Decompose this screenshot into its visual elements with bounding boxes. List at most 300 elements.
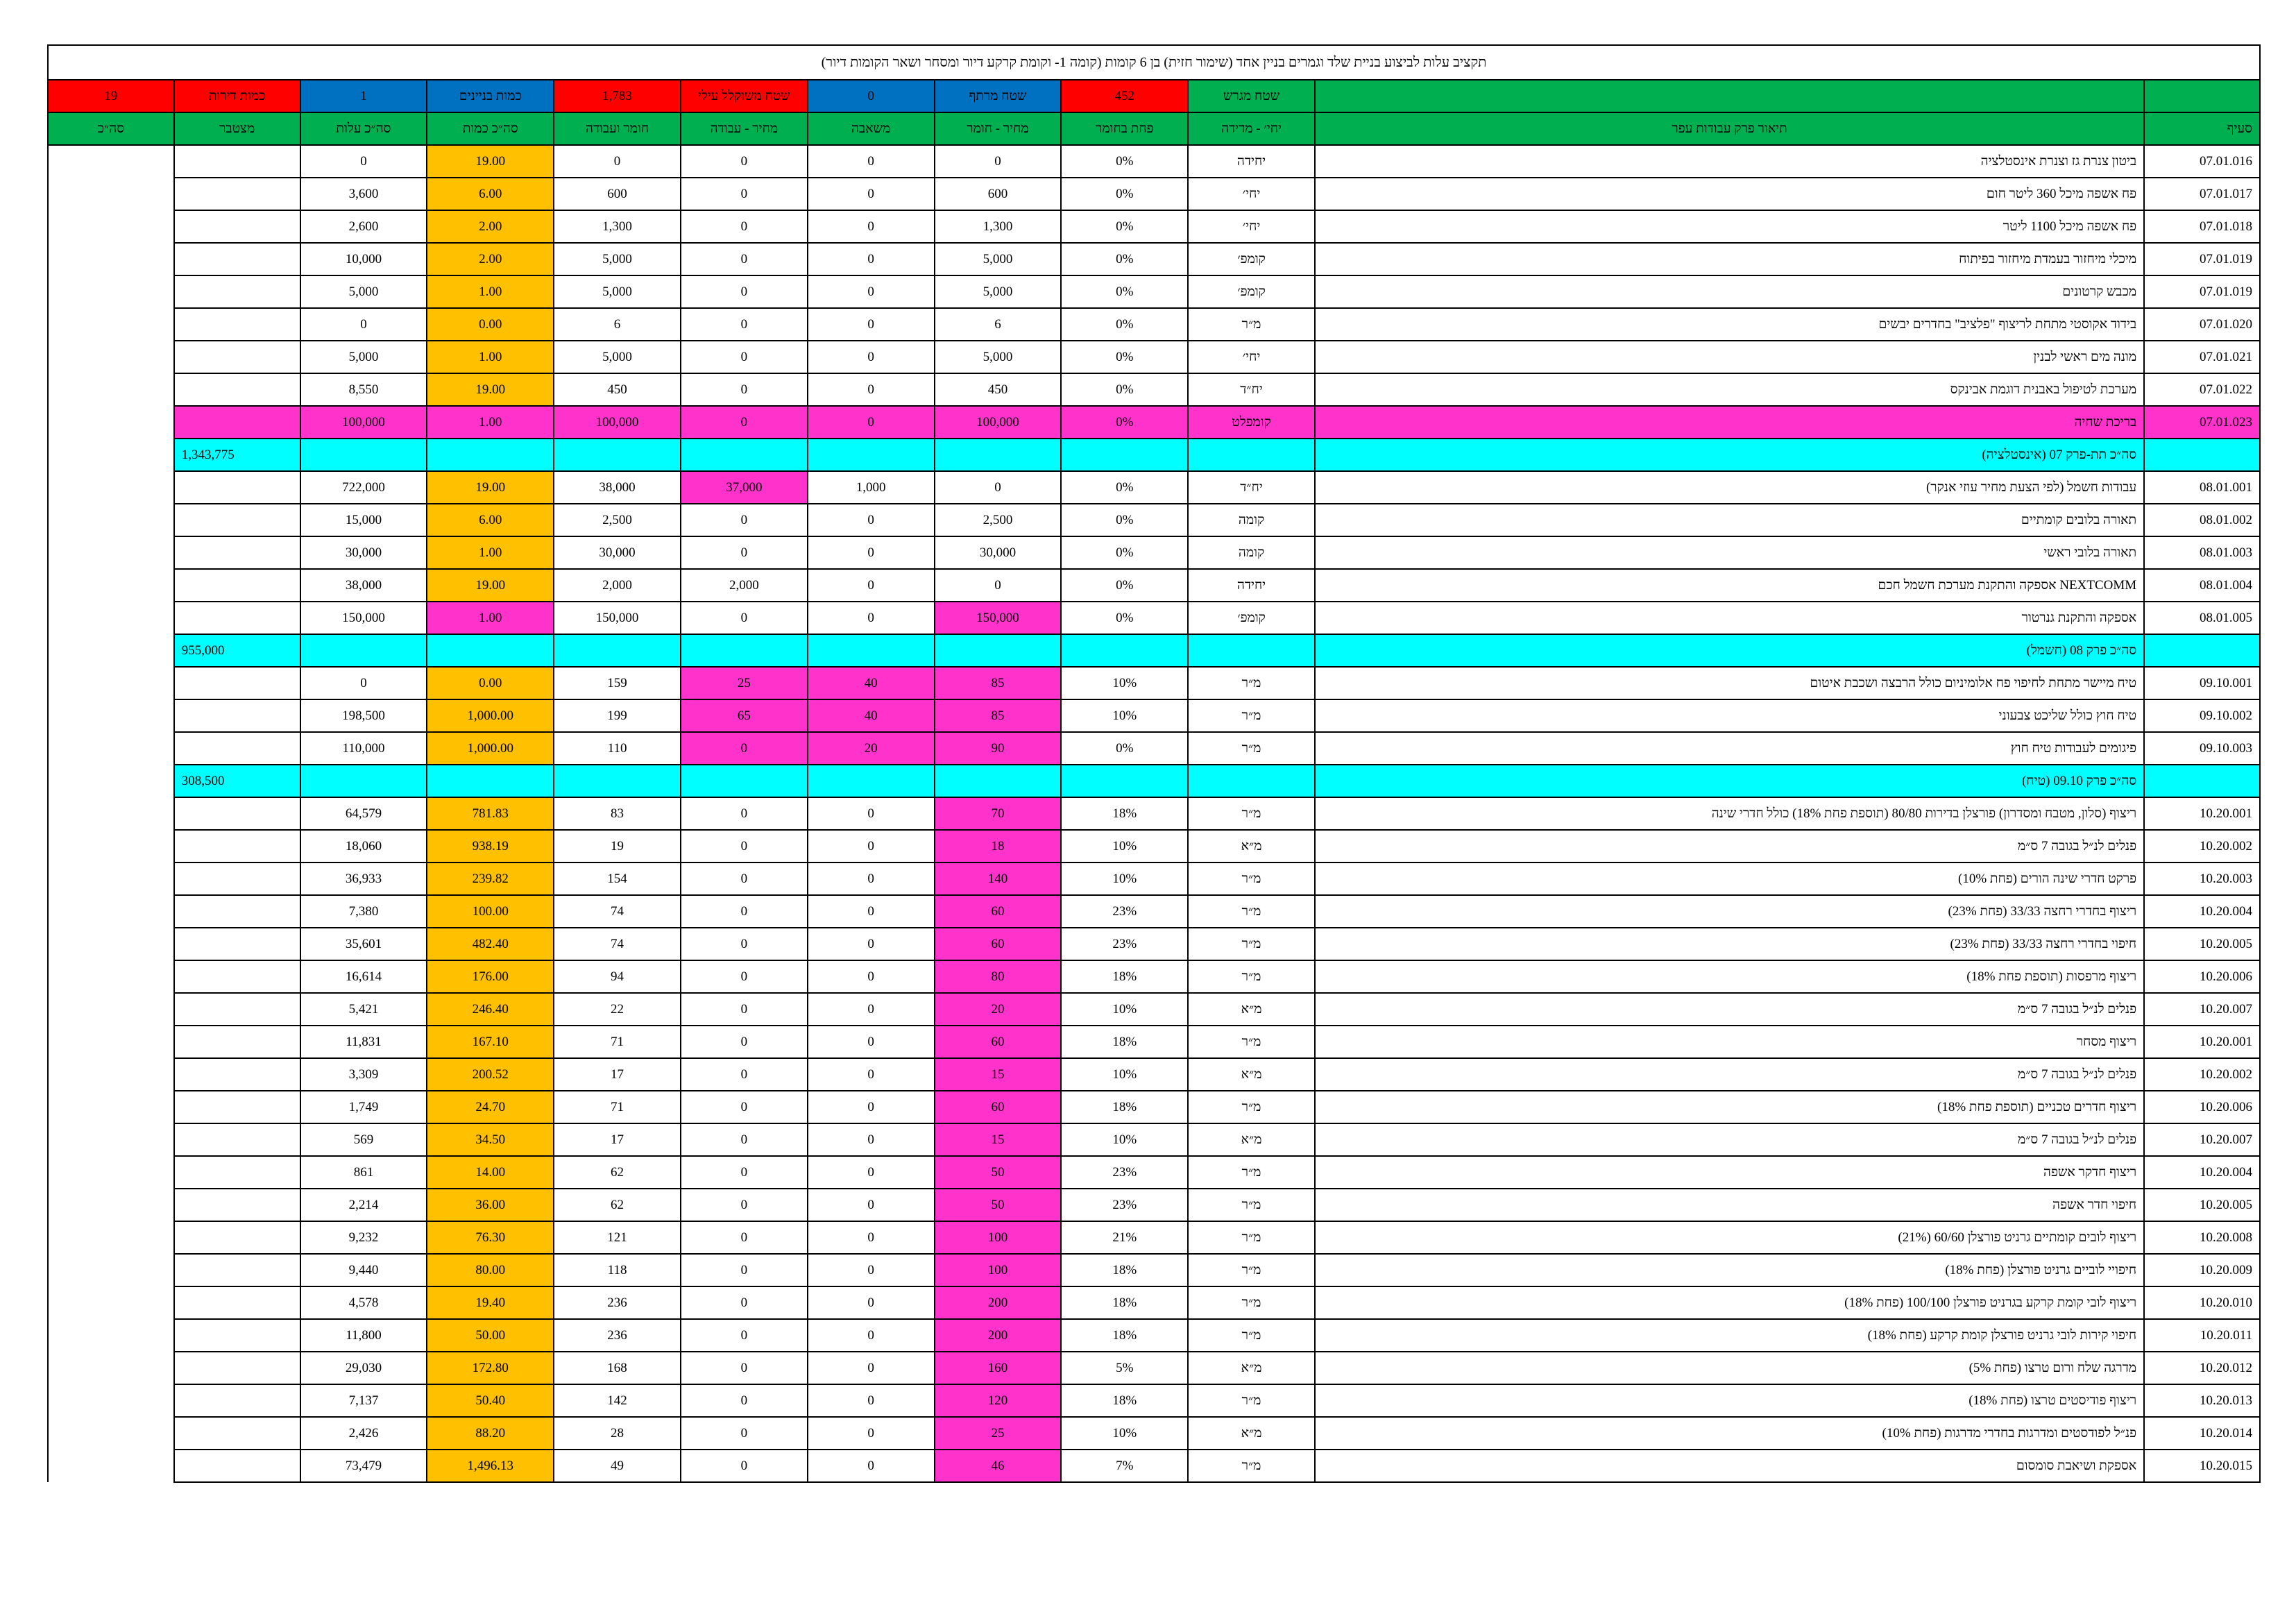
- table-row: [48, 275, 2260, 308]
- total-cell: [48, 536, 174, 569]
- labor-material-cell: 1,300: [554, 210, 681, 243]
- waste-cell: 23%: [1061, 1156, 1188, 1189]
- material-price-cell: 70: [935, 797, 1062, 830]
- total-cost-cell: 3,600: [300, 178, 427, 210]
- subtotal-value: 1,343,775: [174, 439, 300, 471]
- total-cost-cell: 9,232: [300, 1221, 427, 1254]
- gross-area-label: שטח מרתף: [935, 80, 1062, 112]
- accumulated-cell: [174, 602, 300, 634]
- code-cell: 10.20.002: [2144, 1058, 2260, 1091]
- total-cell: [48, 569, 174, 602]
- waste-cell: 0%: [1061, 504, 1188, 536]
- unit-cell: מ״ר: [1188, 667, 1315, 699]
- subtotal-blank: [300, 765, 427, 797]
- labor-material-cell: 0: [554, 145, 681, 178]
- material-price-cell: 85: [935, 699, 1062, 732]
- labor-price-cell: 0: [681, 732, 808, 765]
- waste-cell: 10%: [1061, 993, 1188, 1026]
- plot-area-value: 452: [1061, 80, 1188, 112]
- pump-cell: 0: [808, 895, 935, 928]
- waste-cell: 18%: [1061, 1091, 1188, 1123]
- code-cell: 10.20.009: [2144, 1254, 2260, 1286]
- labor-material-cell: 142: [554, 1384, 681, 1417]
- total-cell: [48, 1189, 174, 1221]
- total-cell: [48, 439, 174, 471]
- description-cell: עבודות חשמל (לפי הצעת מחיר עוזי אנקר): [1315, 471, 2144, 504]
- pump-cell: 0: [808, 993, 935, 1026]
- unit-cell: מ״ר: [1188, 1254, 1315, 1286]
- accumulated-cell: [174, 569, 300, 602]
- subtotal-blank: [935, 765, 1062, 797]
- code-cell: 10.20.007: [2144, 1123, 2260, 1156]
- unit-cell: יחידה: [1188, 569, 1315, 602]
- labor-material-cell: 154: [554, 863, 681, 895]
- accumulated-cell: [174, 471, 300, 504]
- total-cell: [48, 765, 174, 797]
- pump-cell: 0: [808, 797, 935, 830]
- material-price-cell: 90: [935, 732, 1062, 765]
- total-cost-cell: 5,000: [300, 275, 427, 308]
- pump-cell: 0: [808, 504, 935, 536]
- accumulated-cell: [174, 406, 300, 439]
- total-cost-cell: 0: [300, 667, 427, 699]
- table-row: [48, 960, 2260, 993]
- code-cell: 10.20.014: [2144, 1417, 2260, 1450]
- code-cell: 10.20.006: [2144, 1091, 2260, 1123]
- total-cell: [48, 602, 174, 634]
- labor-price-cell: 0: [681, 1058, 808, 1091]
- material-price-cell: 140: [935, 863, 1062, 895]
- quantity-cell: 482.40: [427, 928, 554, 960]
- total-cell: [48, 373, 174, 406]
- labor-price-cell: 0: [681, 1352, 808, 1384]
- accumulated-cell: [174, 504, 300, 536]
- labor-price-cell: 0: [681, 895, 808, 928]
- header-accumulated: מצטבר: [174, 112, 300, 145]
- accumulated-cell: [174, 1384, 300, 1417]
- table-row: [48, 1352, 2260, 1384]
- labor-price-cell: 0: [681, 536, 808, 569]
- description-cell: אספקה והתקנת מערכת חשמל חכם NEXTCOMM: [1315, 569, 2144, 602]
- labor-price-cell: 0: [681, 1417, 808, 1450]
- unit-cell: מ״ר: [1188, 308, 1315, 341]
- material-price-cell: 600: [935, 178, 1062, 210]
- waste-cell: 0%: [1061, 178, 1188, 210]
- total-cost-cell: 36,933: [300, 863, 427, 895]
- accumulated-cell: [174, 993, 300, 1026]
- total-cell: [48, 308, 174, 341]
- header-material-price: מחיר - חומר: [935, 112, 1062, 145]
- labor-price-cell: 0: [681, 863, 808, 895]
- labor-material-cell: 94: [554, 960, 681, 993]
- description-cell: ריצוף חדקר אשפה: [1315, 1156, 2144, 1189]
- code-cell: 07.01.019: [2144, 243, 2260, 275]
- table-row: [48, 536, 2260, 569]
- labor-material-cell: 110: [554, 732, 681, 765]
- table-row: [48, 797, 2260, 830]
- waste-cell: 0%: [1061, 243, 1188, 275]
- total-cell: [48, 275, 174, 308]
- labor-price-cell: 0: [681, 960, 808, 993]
- description-cell: פנלים לנ״ל בגובה 7 ס״מ: [1315, 1123, 2144, 1156]
- summary-blank-code: [2144, 80, 2260, 112]
- header-total-quantity: סה״כ כמות: [427, 112, 554, 145]
- code-cell: 08.01.004: [2144, 569, 2260, 602]
- labor-material-cell: 600: [554, 178, 681, 210]
- table-row: [48, 1254, 2260, 1286]
- description-cell: חיפוי קירות לובי גרניט פורצלן קומת קרקע (פחת 18%): [1315, 1319, 2144, 1352]
- total-cost-cell: 110,000: [300, 732, 427, 765]
- total-cost-cell: 0: [300, 308, 427, 341]
- subtotal-code: [2144, 439, 2260, 471]
- summary-blank: [1315, 80, 2144, 112]
- material-price-cell: 160: [935, 1352, 1062, 1384]
- material-price-cell: 50: [935, 1189, 1062, 1221]
- description-cell: אספקה והתקנת גנרטור: [1315, 602, 2144, 634]
- subtotal-blank: [1188, 634, 1315, 667]
- total-cost-cell: 18,060: [300, 830, 427, 863]
- material-price-cell: 100: [935, 1221, 1062, 1254]
- subtotal-label: סה״כ תת-פרק 07 (אינסטלציה): [1315, 439, 2144, 471]
- quantity-cell: 1.00: [427, 536, 554, 569]
- material-price-cell: 200: [935, 1319, 1062, 1352]
- accumulated-cell: [174, 960, 300, 993]
- table-row: [48, 1221, 2260, 1254]
- code-cell: 09.10.002: [2144, 699, 2260, 732]
- table-row: [48, 602, 2260, 634]
- waste-cell: 7%: [1061, 1450, 1188, 1482]
- waste-cell: 18%: [1061, 1026, 1188, 1058]
- waste-cell: 23%: [1061, 928, 1188, 960]
- description-cell: חיפוי חדר אשפה: [1315, 1189, 2144, 1221]
- table-row: [48, 210, 2260, 243]
- subtotal-label: סה״כ פרק 08 (חשמל): [1315, 634, 2144, 667]
- code-cell: 08.01.001: [2144, 471, 2260, 504]
- subtotal-blank: [300, 634, 427, 667]
- description-cell: מיכלי מיחזור בעמדת מיחזור בפיתוח: [1315, 243, 2144, 275]
- accumulated-cell: [174, 145, 300, 178]
- quantity-cell: 14.00: [427, 1156, 554, 1189]
- total-cell: [48, 145, 174, 178]
- pump-cell: 0: [808, 1286, 935, 1319]
- material-price-cell: 2,500: [935, 504, 1062, 536]
- waste-cell: 5%: [1061, 1352, 1188, 1384]
- quantity-cell: 239.82: [427, 863, 554, 895]
- description-cell: פנלים לנ״ל בגובה 7 ס״מ: [1315, 830, 2144, 863]
- total-cost-cell: 64,579: [300, 797, 427, 830]
- code-cell: 08.01.002: [2144, 504, 2260, 536]
- table-row: [48, 732, 2260, 765]
- labor-material-cell: 450: [554, 373, 681, 406]
- accumulated-cell: [174, 243, 300, 275]
- table-row: [48, 145, 2260, 178]
- labor-material-cell: 74: [554, 895, 681, 928]
- unit-cell: יחי׳: [1188, 210, 1315, 243]
- subtotal-row: [48, 765, 2260, 797]
- quantity-cell: 1,496.13: [427, 1450, 554, 1482]
- unit-cell: קומה: [1188, 536, 1315, 569]
- labor-material-cell: 2,500: [554, 504, 681, 536]
- code-cell: 07.01.023: [2144, 406, 2260, 439]
- material-price-cell: 450: [935, 373, 1062, 406]
- table-row: [48, 1026, 2260, 1058]
- labor-price-cell: 0: [681, 504, 808, 536]
- subtotal-blank: [427, 634, 554, 667]
- code-cell: 09.10.001: [2144, 667, 2260, 699]
- subtotal-value: 955,000: [174, 634, 300, 667]
- buildings-label: כמות בניינים: [427, 80, 554, 112]
- table-row: [48, 1156, 2260, 1189]
- code-cell: 10.20.008: [2144, 1221, 2260, 1254]
- labor-material-cell: 199: [554, 699, 681, 732]
- quantity-cell: 36.00: [427, 1189, 554, 1221]
- accumulated-cell: [174, 732, 300, 765]
- pump-cell: 0: [808, 1123, 935, 1156]
- pump-cell: 0: [808, 1026, 935, 1058]
- waste-cell: 18%: [1061, 797, 1188, 830]
- header-code: סעיף: [2144, 112, 2260, 145]
- waste-cell: 0%: [1061, 602, 1188, 634]
- total-cost-cell: 9,440: [300, 1254, 427, 1286]
- description-cell: אספקת ושיאבת סומסום: [1315, 1450, 2144, 1482]
- code-cell: 10.20.002: [2144, 830, 2260, 863]
- description-cell: תאורה בלובים קומתיים: [1315, 504, 2144, 536]
- labor-material-cell: 71: [554, 1026, 681, 1058]
- total-cell: [48, 895, 174, 928]
- labor-price-cell: 0: [681, 1156, 808, 1189]
- waste-cell: 0%: [1061, 275, 1188, 308]
- total-cell: [48, 928, 174, 960]
- labor-material-cell: 17: [554, 1058, 681, 1091]
- accumulated-cell: [174, 1254, 300, 1286]
- quantity-cell: 19.00: [427, 145, 554, 178]
- material-price-cell: 85: [935, 667, 1062, 699]
- table-row: [48, 504, 2260, 536]
- material-price-cell: 150,000: [935, 602, 1062, 634]
- pump-cell: 0: [808, 1319, 935, 1352]
- accumulated-cell: [174, 1091, 300, 1123]
- quantity-cell: 19.00: [427, 373, 554, 406]
- labor-material-cell: 28: [554, 1417, 681, 1450]
- table-row: [48, 308, 2260, 341]
- total-cell: [48, 471, 174, 504]
- labor-material-cell: 100,000: [554, 406, 681, 439]
- description-cell: פח אשפה מיכל 360 ליטר חום: [1315, 178, 2144, 210]
- total-cost-cell: 722,000: [300, 471, 427, 504]
- table-row: [48, 993, 2260, 1026]
- highlighted-row: [48, 406, 2260, 439]
- labor-price-cell: 0: [681, 308, 808, 341]
- waste-cell: 0%: [1061, 732, 1188, 765]
- waste-cell: 0%: [1061, 145, 1188, 178]
- labor-price-cell: 0: [681, 243, 808, 275]
- code-cell: 10.20.006: [2144, 960, 2260, 993]
- unit-cell: מ״ר: [1188, 1384, 1315, 1417]
- waste-cell: 10%: [1061, 699, 1188, 732]
- accumulated-cell: [174, 341, 300, 373]
- total-cell: [48, 1058, 174, 1091]
- code-cell: 10.20.012: [2144, 1352, 2260, 1384]
- labor-price-cell: 0: [681, 341, 808, 373]
- table-row: [48, 699, 2260, 732]
- material-price-cell: 15: [935, 1058, 1062, 1091]
- pump-cell: 0: [808, 308, 935, 341]
- weighted-area-label: שטח משוקלל עילי: [681, 80, 808, 112]
- table-row: [48, 1091, 2260, 1123]
- total-cost-cell: 2,214: [300, 1189, 427, 1221]
- quantity-cell: 1.00: [427, 602, 554, 634]
- labor-price-cell: 65: [681, 699, 808, 732]
- unit-cell: יחי׳: [1188, 341, 1315, 373]
- labor-price-cell: 0: [681, 830, 808, 863]
- total-cell: [48, 797, 174, 830]
- subtotal-blank: [808, 634, 935, 667]
- labor-price-cell: 0: [681, 1254, 808, 1286]
- total-cell: [48, 699, 174, 732]
- waste-cell: 18%: [1061, 960, 1188, 993]
- quantity-cell: 100.00: [427, 895, 554, 928]
- labor-material-cell: 118: [554, 1254, 681, 1286]
- description-cell: פנ״ל לפודסטים ומדרגות בחדרי מדרגות (פחת 10%): [1315, 1417, 2144, 1450]
- table-row: [48, 1384, 2260, 1417]
- material-price-cell: 50: [935, 1156, 1062, 1189]
- pump-cell: 0: [808, 373, 935, 406]
- material-price-cell: 120: [935, 1384, 1062, 1417]
- quantity-cell: 6.00: [427, 178, 554, 210]
- quantity-cell: 172.80: [427, 1352, 554, 1384]
- waste-cell: 0%: [1061, 341, 1188, 373]
- waste-cell: 10%: [1061, 1058, 1188, 1091]
- waste-cell: 0%: [1061, 406, 1188, 439]
- pump-cell: 0: [808, 602, 935, 634]
- unit-cell: יחידה: [1188, 145, 1315, 178]
- unit-cell: מ״א: [1188, 1058, 1315, 1091]
- labor-material-cell: 2,000: [554, 569, 681, 602]
- material-price-cell: 5,000: [935, 341, 1062, 373]
- total-cost-cell: 15,000: [300, 504, 427, 536]
- weighted-area-value: 1,783: [554, 80, 681, 112]
- subtotal-blank: [681, 765, 808, 797]
- description-cell: חיפויי לוביים גרניט פורצלן (פחת 18%): [1315, 1254, 2144, 1286]
- header-pump: משאבה: [808, 112, 935, 145]
- pump-cell: 0: [808, 243, 935, 275]
- quantity-cell: 2.00: [427, 243, 554, 275]
- accumulated-cell: [174, 863, 300, 895]
- plot-area-label: שטח מגרש: [1188, 80, 1315, 112]
- unit-cell: קומה: [1188, 504, 1315, 536]
- subtotal-code: [2144, 765, 2260, 797]
- waste-cell: 10%: [1061, 830, 1188, 863]
- accumulated-cell: [174, 308, 300, 341]
- material-price-cell: 60: [935, 1026, 1062, 1058]
- quantity-cell: 246.40: [427, 993, 554, 1026]
- waste-cell: 10%: [1061, 667, 1188, 699]
- labor-material-cell: 62: [554, 1189, 681, 1221]
- table-row: [48, 569, 2260, 602]
- gross-area-value: 0: [808, 80, 935, 112]
- pump-cell: 0: [808, 1417, 935, 1450]
- total-cell: [48, 634, 174, 667]
- accumulated-cell: [174, 1450, 300, 1482]
- total-cell: [48, 1254, 174, 1286]
- code-cell: 07.01.021: [2144, 341, 2260, 373]
- material-price-cell: 0: [935, 569, 1062, 602]
- unit-cell: קומפלט: [1188, 406, 1315, 439]
- unit-cell: מ״ר: [1188, 1091, 1315, 1123]
- quantity-cell: 167.10: [427, 1026, 554, 1058]
- labor-price-cell: 0: [681, 1091, 808, 1123]
- labor-material-cell: 22: [554, 993, 681, 1026]
- description-cell: מדרגה שלח ורום טרצו (פחת 5%): [1315, 1352, 2144, 1384]
- subtotal-blank: [554, 439, 681, 471]
- total-cell: [48, 1221, 174, 1254]
- waste-cell: 23%: [1061, 1189, 1188, 1221]
- quantity-cell: 24.70: [427, 1091, 554, 1123]
- quantity-cell: 176.00: [427, 960, 554, 993]
- total-cell: [48, 1352, 174, 1384]
- buildings-value: 1: [300, 80, 427, 112]
- total-cost-cell: 11,831: [300, 1026, 427, 1058]
- total-cell: [48, 504, 174, 536]
- accumulated-cell: [174, 1058, 300, 1091]
- labor-material-cell: 168: [554, 1352, 681, 1384]
- material-price-cell: 5,000: [935, 243, 1062, 275]
- pump-cell: 0: [808, 275, 935, 308]
- pump-cell: 0: [808, 1091, 935, 1123]
- header-total: סה״כ: [48, 112, 174, 145]
- header-labor-price: מחיר - עבודה: [681, 112, 808, 145]
- subtotal-blank: [1188, 439, 1315, 471]
- header-description: תיאור פרק עבודות עפר: [1315, 112, 2144, 145]
- code-cell: 10.20.001: [2144, 1026, 2260, 1058]
- quantity-cell: 50.40: [427, 1384, 554, 1417]
- table-row: [48, 1450, 2260, 1482]
- total-cell: [48, 1091, 174, 1123]
- pump-cell: 0: [808, 1058, 935, 1091]
- labor-price-cell: 0: [681, 928, 808, 960]
- subtotal-row: [48, 439, 2260, 471]
- quantity-cell: 200.52: [427, 1058, 554, 1091]
- labor-price-cell: 0: [681, 993, 808, 1026]
- waste-cell: 18%: [1061, 1384, 1188, 1417]
- unit-cell: מ״ר: [1188, 1221, 1315, 1254]
- accumulated-cell: [174, 275, 300, 308]
- subtotal-blank: [1061, 765, 1188, 797]
- quantity-cell: 19.00: [427, 471, 554, 504]
- total-cost-cell: 2,600: [300, 210, 427, 243]
- total-cost-cell: 73,479: [300, 1450, 427, 1482]
- pump-cell: 0: [808, 830, 935, 863]
- labor-price-cell: 0: [681, 1026, 808, 1058]
- total-cell: [48, 993, 174, 1026]
- unit-cell: מ״א: [1188, 993, 1315, 1026]
- description-cell: ריצוף לובי קומת קרקע בגרניט פורצלן 100/100 (פחת 18%): [1315, 1286, 2144, 1319]
- labor-price-cell: 0: [681, 1189, 808, 1221]
- unit-cell: קומפ׳: [1188, 243, 1315, 275]
- total-cost-cell: 16,614: [300, 960, 427, 993]
- pump-cell: 0: [808, 536, 935, 569]
- total-cell: [48, 341, 174, 373]
- accumulated-cell: [174, 536, 300, 569]
- total-cost-cell: 150,000: [300, 602, 427, 634]
- pump-cell: 0: [808, 928, 935, 960]
- subtotal-blank: [1061, 439, 1188, 471]
- labor-price-cell: 25: [681, 667, 808, 699]
- material-price-cell: 200: [935, 1286, 1062, 1319]
- accumulated-cell: [174, 1221, 300, 1254]
- description-cell: פיגומים לעבודות טיח חוץ: [1315, 732, 2144, 765]
- total-cell: [48, 243, 174, 275]
